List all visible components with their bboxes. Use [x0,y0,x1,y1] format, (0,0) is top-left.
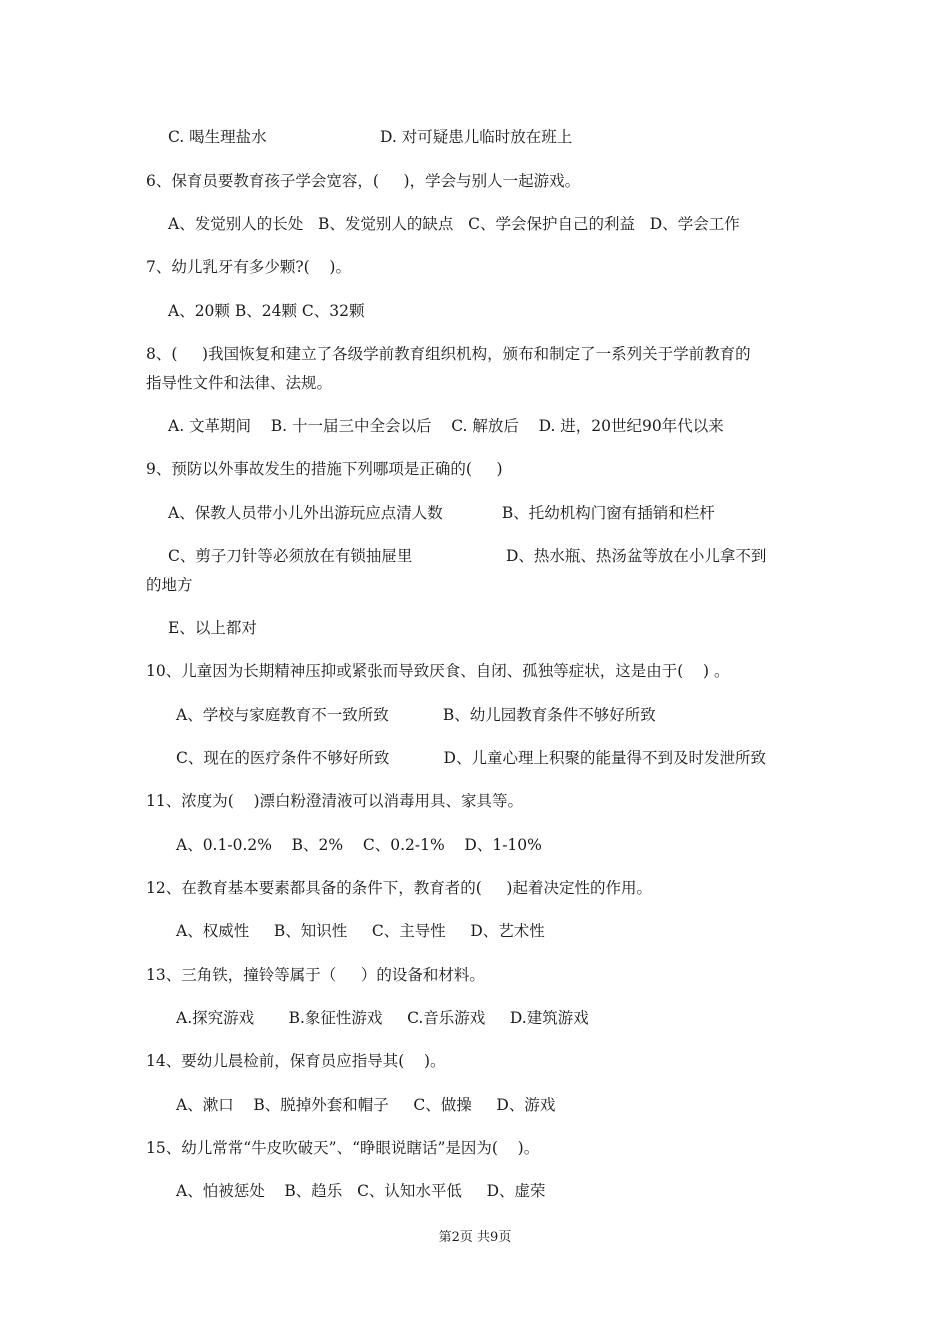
text-line: C. 喝生理盐水 D. 对可疑患儿临时放在班上 [168,128,573,146]
text-line: A、0.1-0.2% B、2% C、0.2-1% D、1-10% [176,836,542,854]
text-line: 15、幼儿常常“牛皮吹破天”、“睁眼说瞎话”是因为( )。 [146,1139,540,1157]
text-line: 6、保育员要教育孩子学会宽容，( )，学会与别人一起游戏。 [146,172,581,190]
text-line: 8、( )我国恢复和建立了各级学前教育组织机构，颁布和制定了一系列关于学前教育的 [146,345,751,363]
text-line: 的地方 [146,576,193,594]
text-line: C、剪子刀针等必须放在有锁抽屉里 D、热水瓶、热汤盆等放在小儿拿不到 [168,547,767,565]
text-line: A. 文革期间 B. 十一届三中全会以后 C. 解放后 D. 进，20世纪90年代以来 [168,417,724,435]
text-line: 7、幼儿乳牙有多少颗?( )。 [146,258,351,276]
text-line: A、漱口 B、脱掉外套和帽子 C、做操 D、游戏 [176,1096,556,1114]
text-line: 12、在教育基本要素都具备的条件下，教育者的( )起着决定性的作用。 [146,879,652,897]
text-line: A、发觉别人的长处 B、发觉别人的缺点 C、学会保护自己的利益 D、学会工作 [168,215,740,233]
text-line: A、怕被惩处 B、趋乐 C、认知水平低 D、虚荣 [176,1182,546,1200]
text-line: A、权威性 B、知识性 C、主导性 D、艺术性 [176,922,545,940]
text-line: A、学校与家庭教育不一致所致 B、幼儿园教育条件不够好所致 [176,706,656,724]
page-footer: 第2页 共9页 [438,1230,512,1245]
text-line: A、20颗 B、24颗 C、32颗 [168,302,365,320]
text-line: E、以上都对 [168,619,257,637]
text-line: A、保教人员带小儿外出游玩应点清人数 B、托幼机构门窗有插销和栏杆 [168,504,715,522]
text-line: A.探究游戏 B.象征性游戏 C.音乐游戏 D.建筑游戏 [176,1009,589,1027]
text-line: 9、预防以外事故发生的措施下列哪项是正确的( ) [146,460,503,478]
text-line: 指导性文件和法律、法规。 [146,374,333,392]
text-line: 13、三角铁，撞铃等属于（ ）的设备和材料。 [146,966,485,984]
text-line: 10、儿童因为长期精神压抑或紧张而导致厌食、自闭、孤独等症状，这是由于( ) 。 [146,662,730,680]
text-line: C、现在的医疗条件不够好所致 D、儿童心理上积聚的能量得不到及时发泄所致 [176,749,766,767]
text-line: 11、浓度为( )漂白粉澄清液可以消毒用具、家具等。 [146,792,524,810]
text-line: 14、要幼儿晨检前，保育员应指导其( )。 [146,1052,446,1070]
